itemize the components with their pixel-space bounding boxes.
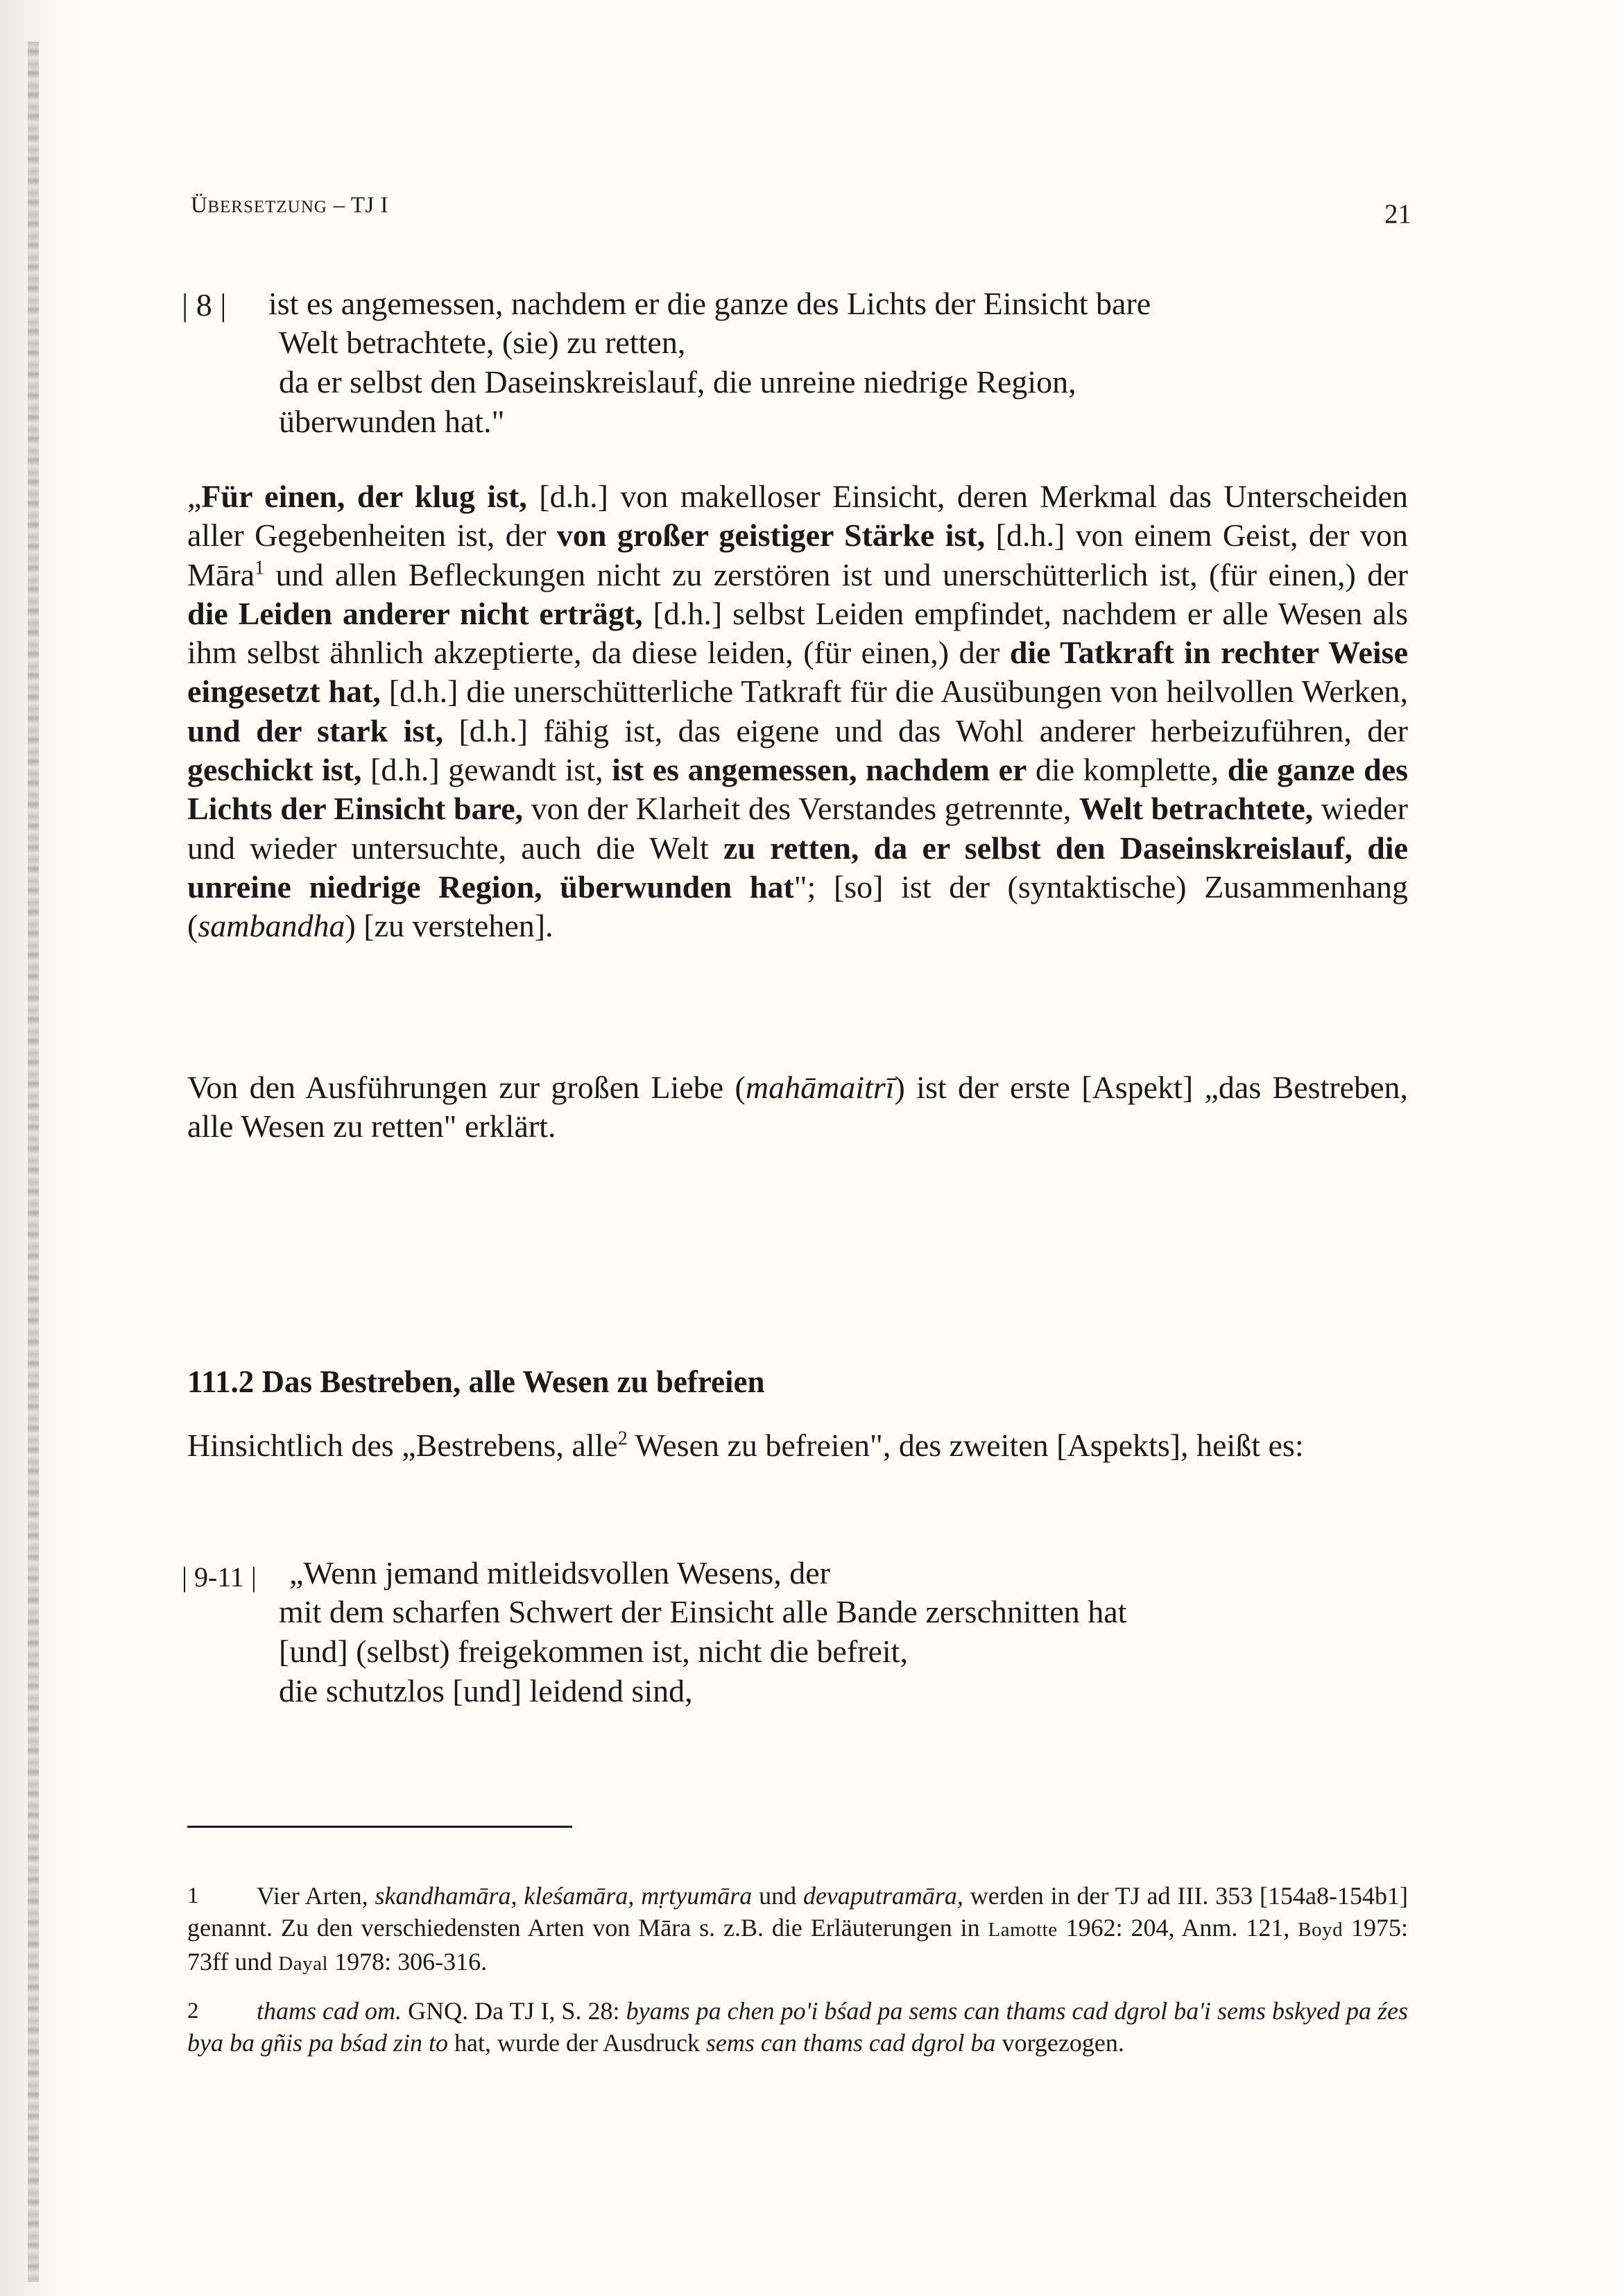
italic-run: devaputramāra,	[802, 1882, 963, 1910]
text-run: werden in der TJ ad III. 353 [154a8-154b1] genannt. Zu den verschiedensten Arten von Māra s. z.B. die Erläuterungen in	[187, 1882, 1408, 1942]
text-run: 1978: 306-316.	[328, 1948, 488, 1976]
verse-line: die schutzlos [und] leidend sind,	[279, 1673, 693, 1708]
bold-run: Für einen, der klug ist,	[201, 479, 527, 514]
bold-run: und der stark ist,	[187, 712, 444, 748]
italic-run: sems can thams cad dgrol ba	[705, 2029, 996, 2057]
text-run: ) [zu verstehen].	[345, 908, 553, 944]
bold-run: Welt betrachtete,	[1079, 791, 1314, 827]
text-run: wieder und wieder untersuchte, auch die Welt	[187, 791, 1408, 866]
smallcaps-run: Dayal	[278, 1953, 329, 1975]
text-run: [d.h.] die unerschütterliche Tatkraft für die Ausübungen von heilvollen Werken,	[380, 674, 1408, 710]
page-number: 21	[1384, 199, 1411, 229]
text-run: „	[187, 479, 202, 514]
bold-run: von großer geistiger Stärke ist,	[556, 517, 986, 554]
footnote-text	[187, 1880, 1408, 1980]
italic-run: sambandha	[198, 908, 345, 944]
text-run: [d.h.] gewandt ist,	[361, 752, 612, 788]
running-head-smallcaps: BERSETZUNG	[207, 198, 327, 216]
bold-run: ist es angemessen, nachdem er	[612, 752, 1027, 788]
text-run: [d.h.] selbst Leiden empfindet, nachdem er alle Wesen als ihm selbst ähnlich akzeptierte, da diese leiden, (für einen,) der	[187, 595, 1408, 671]
footnote-separator	[187, 1826, 572, 1828]
section-heading: 111.2 Das Bestreben, alle Wesen zu befreien	[187, 1364, 765, 1399]
text-run: Vier Arten,	[257, 1882, 375, 1910]
verse-line: Welt betrachtete, (sie) zu retten,	[279, 325, 686, 360]
footnote-ref: 1	[255, 557, 265, 579]
running-head-suffix: – TJ I	[327, 193, 388, 218]
text-run: Hinsichtlich des „Bestrebens, alle	[187, 1428, 618, 1463]
smallcaps-run: Lamotte	[988, 1919, 1058, 1941]
closing-paragraph	[187, 1068, 1408, 1147]
text-run: hat, wurde der Ausdruck	[448, 2029, 706, 2057]
verse-line: überwunden hat."	[279, 404, 505, 439]
text-run: "; [so] ist der (syntaktische) Zusammenhang (	[187, 868, 1409, 944]
verse-marker: | 9-11 |	[182, 1561, 257, 1593]
text-run: die komplette,	[1027, 752, 1228, 788]
text-run: Von den Ausführungen zur großen Liebe (	[187, 1070, 746, 1105]
text-run: [d.h.] von einem Geist, der von Māra	[187, 517, 1408, 592]
footnote-2	[187, 1995, 1408, 2059]
bold-run: zu retten, da er selbst den Daseinskreislauf, die unreine niedrige Region, überwunden hat	[187, 830, 1408, 905]
verse-line: da er selbst den Daseinskreislauf, die unreine niedrige Region,	[279, 364, 1076, 400]
verse-marker: | 8 |	[182, 287, 227, 323]
verse-line: „Wenn jemand mitleidsvollen Wesens, der	[289, 1555, 830, 1591]
italic-run: byams pa chen po'i bśad pa sems can thams cad dgrol ba'i sems bskyed pa źes bya ba gñis pa bśad zin to	[187, 1997, 1408, 2057]
text-run: GNQ. Da TJ I, S. 28:	[402, 1997, 626, 2025]
bold-run: die ganze des Lichts der Einsicht bare,	[187, 752, 1409, 827]
scan-binding-edge	[28, 42, 39, 2282]
footnote-number: 2	[187, 1998, 199, 2023]
italic-run: mahāmaitrī	[745, 1070, 895, 1105]
text-run: [d.h.] fähig ist, das eigene und das Wohl anderer herbeizuführen, der	[443, 712, 1408, 748]
verse-line: mit dem scharfen Schwert der Einsicht alle Bande zerschnitten hat	[279, 1594, 1127, 1629]
text-run: vorgezogen.	[995, 2029, 1124, 2057]
verse-line: [und] (selbst) freigekommen ist, nicht die befreit,	[279, 1634, 908, 1669]
smallcaps-run: Boyd	[1298, 1919, 1343, 1941]
commentary-paragraph	[187, 477, 1408, 946]
scan-edge-shadow	[0, 0, 83, 2296]
text-run: und allen Befleckungen nicht zu zerstören ist und unerschütterlich ist, (für einen,) der	[264, 556, 1408, 592]
running-head-initial: Ü	[191, 193, 208, 218]
page-header	[191, 189, 1411, 230]
bold-run: die Tatkraft in rechter Weise eingesetzt hat,	[187, 635, 1409, 710]
running-head	[191, 193, 388, 219]
text-run: 1975: 73ff und	[187, 1914, 1409, 1976]
section-intro	[187, 1426, 1408, 1465]
footnote-number: 1	[187, 1883, 199, 1908]
text-run: und	[752, 1882, 803, 1910]
verse-line: ist es angemessen, nachdem er die ganze des Lichts der Einsicht bare	[268, 286, 1151, 321]
footnote-ref: 2	[617, 1428, 628, 1450]
bold-run: geschickt ist,	[187, 752, 362, 788]
footnote-1	[187, 1880, 1408, 1980]
text-run: [d.h.] von makelloser Einsicht, deren Merkmal das Unterscheiden aller Gegebenheiten ist, der	[187, 479, 1408, 554]
italic-run: skandhamāra, kleśamāra, mṛtyumāra	[375, 1882, 753, 1910]
text-run: von der Klarheit des Verstandes getrennte,	[523, 791, 1079, 827]
text-run: 1962: 204, Anm. 121,	[1057, 1914, 1298, 1942]
italic-run: thams cad om.	[257, 1997, 402, 2025]
text-run: Wesen zu befreien", des zweiten [Aspekts], heißt es:	[627, 1428, 1304, 1463]
text-run: ) ist der erste [Aspekt] „das Bestreben, alle Wesen zu retten" erklärt.	[187, 1070, 1408, 1145]
bold-run: die Leiden anderer nicht erträgt,	[187, 595, 643, 631]
footnote-text	[187, 1995, 1408, 2059]
